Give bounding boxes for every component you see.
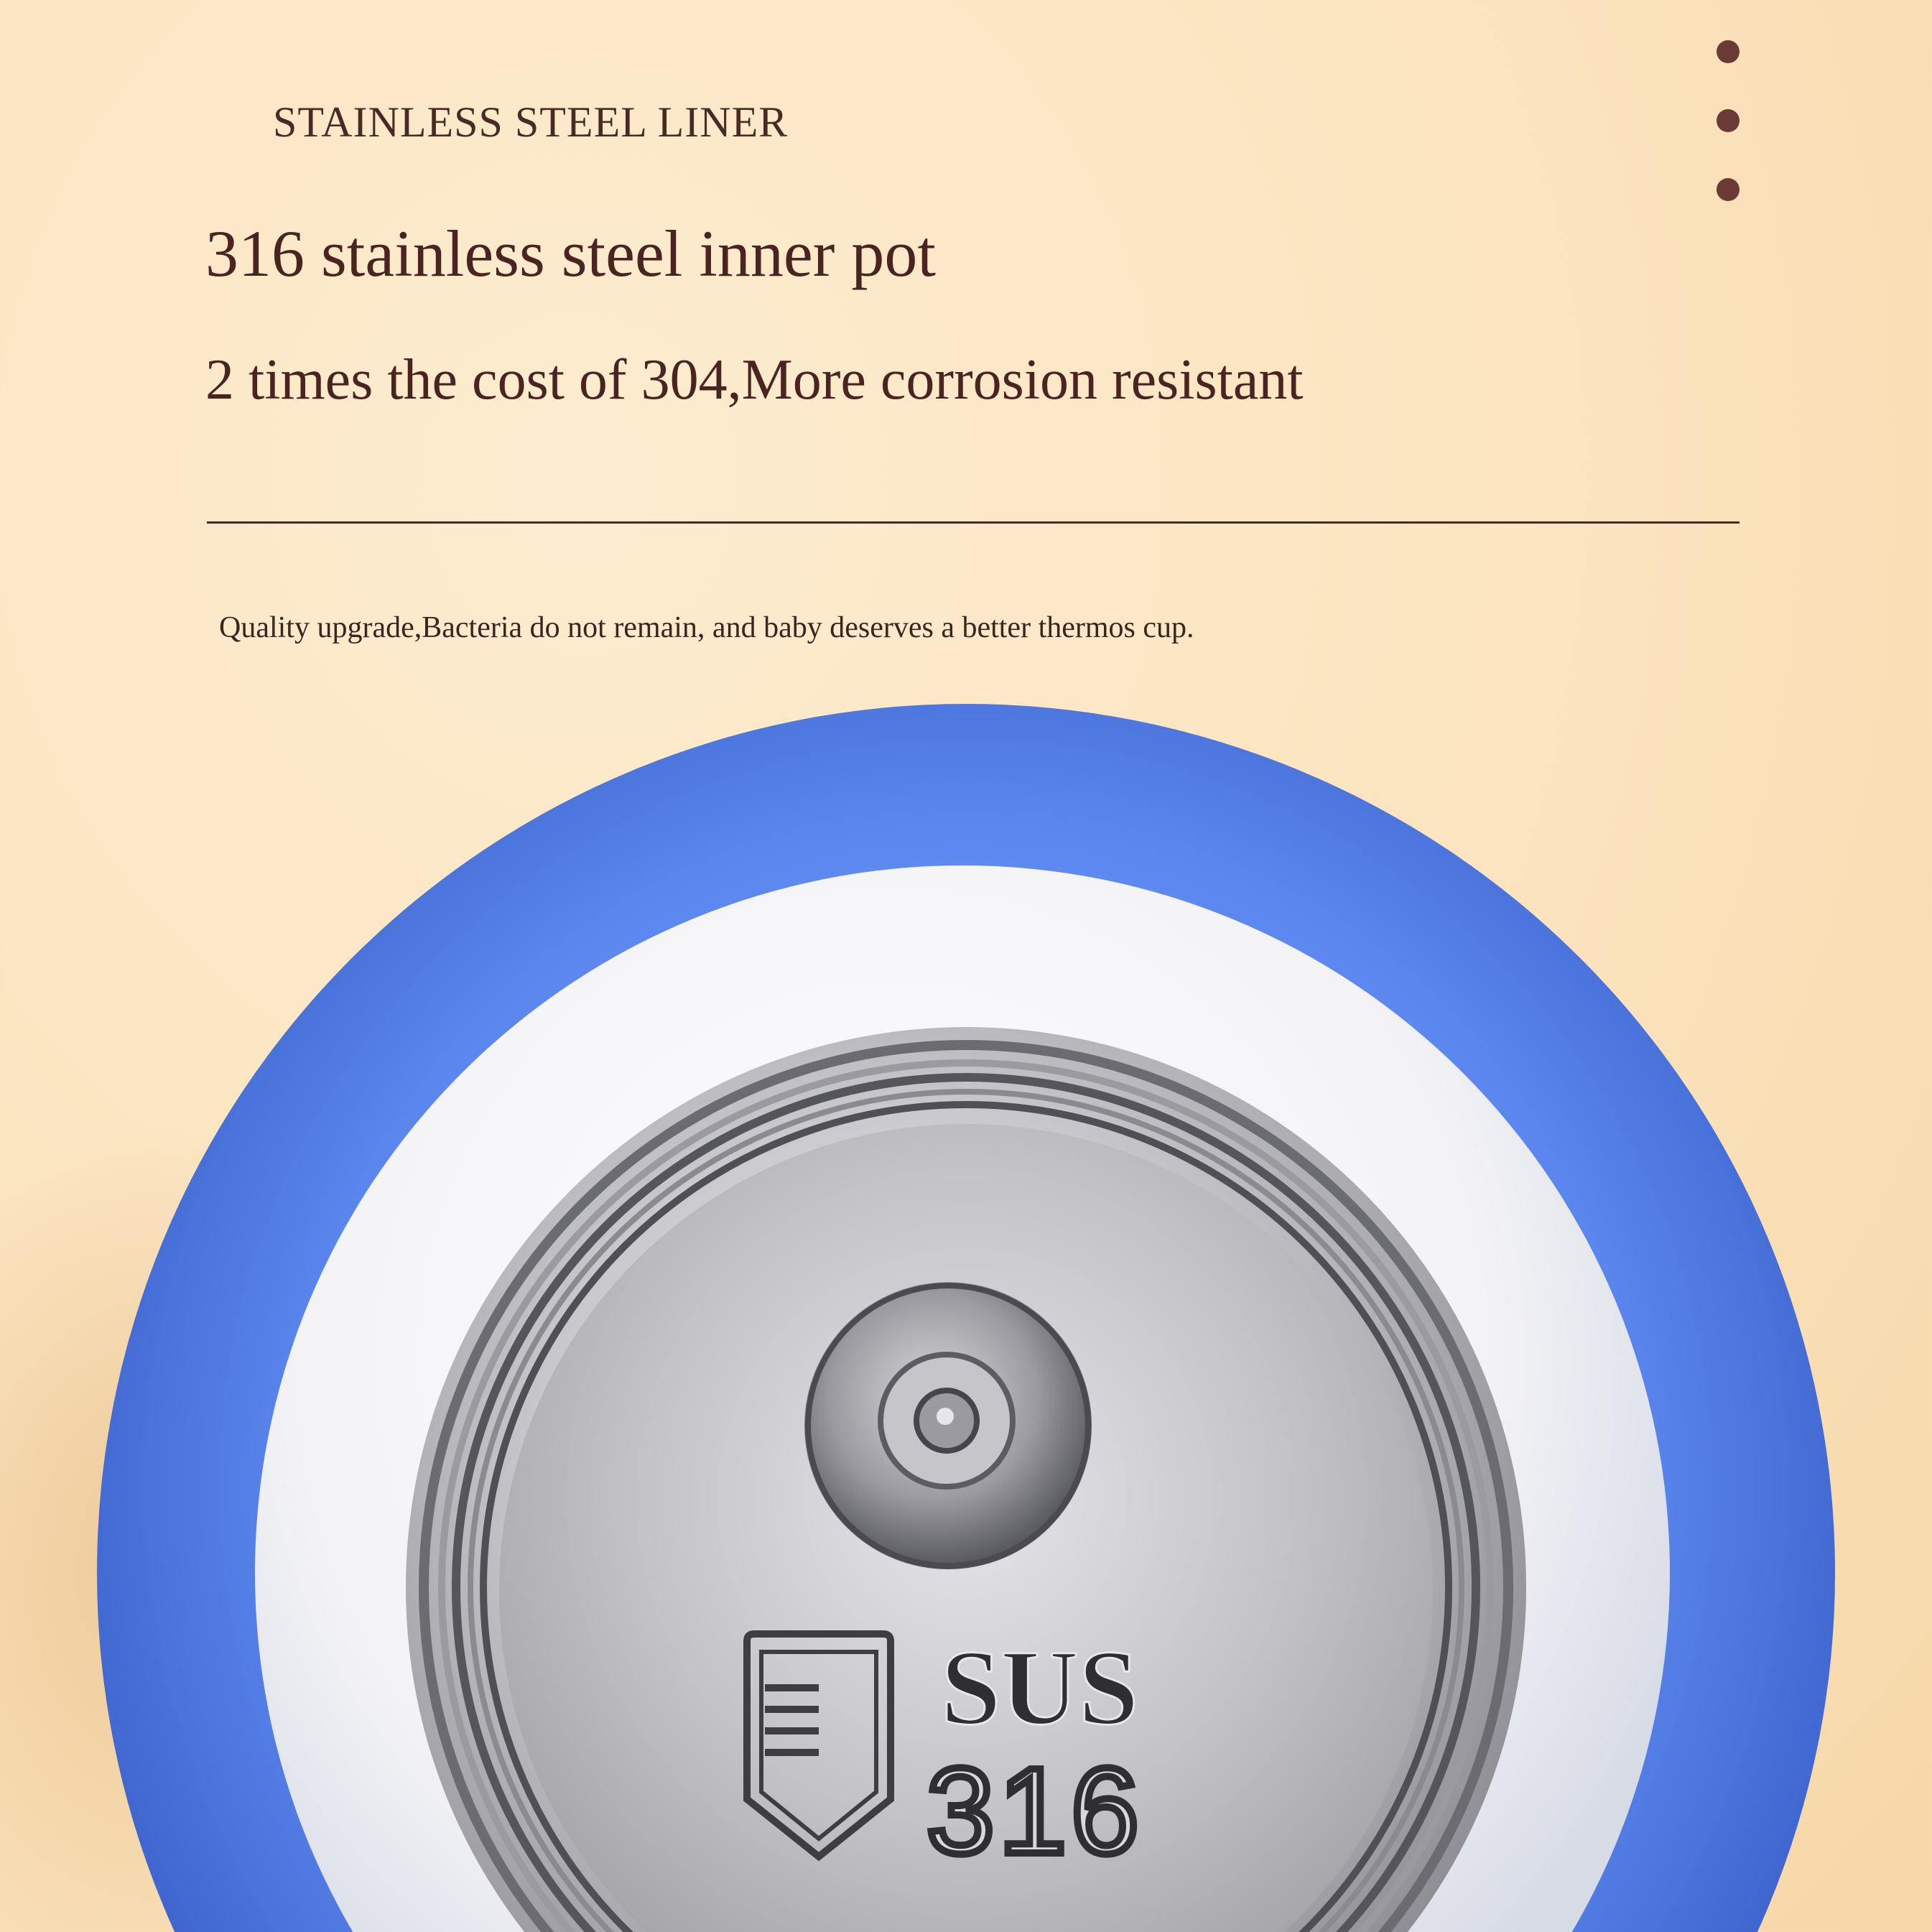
page-title: 316 stainless steel inner pot — [205, 217, 936, 290]
section-eyebrow: STAINLESS STEEL LINER — [273, 98, 789, 146]
page-subtitle: 2 times the cost of 304,More corrosion resistant — [205, 348, 1304, 412]
stamp-316: 316 — [926, 1743, 1143, 1880]
center-knob — [804, 1282, 1092, 1569]
tagline-text: Quality upgrade,Bacteria do not remain, and baby deserves a better thermos cup. — [219, 611, 1194, 644]
stamp-sus: SUS — [941, 1628, 1139, 1747]
